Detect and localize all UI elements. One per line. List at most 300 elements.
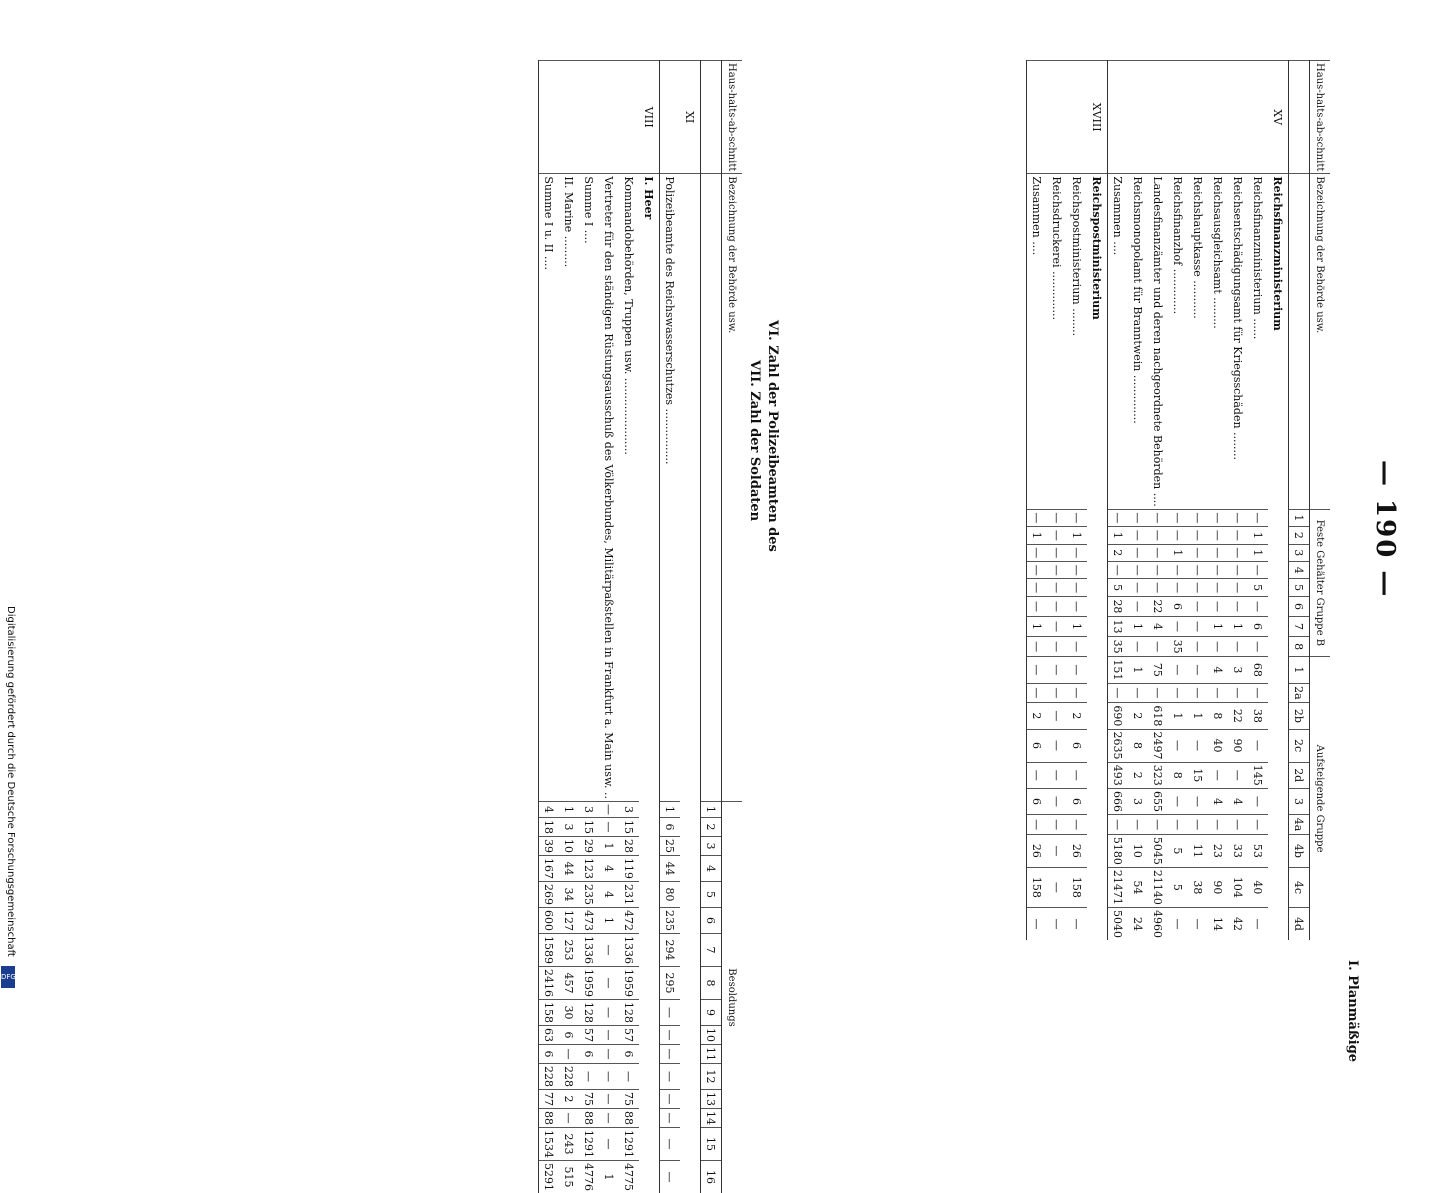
cell-value: — [599,1064,619,1090]
column-number: 1 [701,802,722,818]
cell-value: — [1047,867,1067,907]
row-label: Vertreter für den ständigen Rüstungsausschuß des Völkerbundes, Militärpaßstellen in Frankfurt a. Main usw. .. [599,174,619,802]
cell-value: — [1248,509,1268,526]
cell-value: — [1188,683,1208,703]
col-header-bezeichnung: Bezeichnung der Behörde usw. [1310,174,1331,509]
cell-value: 40 [1208,729,1228,762]
cell-value: — [599,1128,619,1161]
section-title [680,174,701,802]
column-number: 6 [701,908,722,934]
cell-value: — [1168,562,1188,579]
cell-value: 1 [1027,616,1048,636]
row-label: Zusammen .... [1027,174,1048,509]
row-label: Reichsausgleichsamt ......... [1208,174,1228,509]
row-abschnitt [1027,61,1048,174]
column-number: 5 [701,882,722,908]
cell-value: 4 [1228,788,1248,814]
cell-value: 1 [1128,657,1148,683]
column-number: 6 [1289,596,1310,616]
cell-value: — [1027,907,1048,940]
cell-value: — [1148,579,1168,596]
cell-value: — [1047,657,1067,683]
cell-value: 128 [619,1000,639,1026]
cell-value: — [1047,762,1067,788]
cell-value: 1 [1067,616,1087,636]
cell-value: — [1228,527,1248,544]
cell-value: 35 [1168,637,1188,657]
row-abschnitt [1148,61,1168,174]
heading-plan: I. Planmäßige [1345,960,1360,1062]
column-number: 2 [1289,527,1310,544]
cell-value: 253 [559,934,579,967]
cell-value: 690 [1108,703,1129,729]
row-abschnitt [1108,61,1129,174]
cell-value: — [1027,637,1048,657]
cell-value: 127 [559,908,579,934]
cell-value: — [1027,596,1048,616]
table-row [1168,61,1188,941]
cell-value: — [1067,596,1087,616]
cell-value: — [1228,544,1248,561]
cell-value: 119 [619,856,639,882]
row-abschnitt [660,61,681,174]
row-label: Kommandobehörden, Truppen usw. ...................... [619,174,639,802]
table-row [1067,61,1087,941]
section-title: Reichsfinanzministerium [1268,174,1289,509]
cell-value: 6 [579,1045,599,1064]
cell-value: 2 [1128,703,1148,729]
cell-value: — [1067,657,1087,683]
row-abschnitt [1047,61,1067,174]
cell-value: — [1208,596,1228,616]
cell-value: 457 [559,967,579,1000]
cell-value: — [1168,788,1188,814]
cell-value: 1336 [579,934,599,967]
cell-value: 4 [539,802,560,818]
cell-value: — [1047,562,1067,579]
cell-value: — [1168,579,1188,596]
cell-value: — [1108,562,1129,579]
row-abschnitt [1208,61,1228,174]
cell-value: — [660,1045,681,1064]
cell-value: — [1067,815,1087,835]
table-row [1027,61,1048,941]
cell-value: 29 [579,837,599,856]
cell-value: 5291 [539,1161,560,1193]
row-abschnitt [599,61,619,174]
cell-value: 2 [1108,544,1129,561]
cell-value: — [1208,509,1228,526]
cell-value: 1 [1067,527,1087,544]
cell-value: 6 [1027,729,1048,762]
cell-value: — [1208,562,1228,579]
cell-value: — [559,1045,579,1064]
cell-value: — [1208,579,1228,596]
cell-value: — [1128,637,1148,657]
cell-value: 5 [1168,867,1188,907]
cell-value: 90 [1208,867,1228,907]
cell-value: — [1047,509,1067,526]
column-number: 3 [1289,788,1310,814]
col-header-abschnitt: Haus-halts-ab-schnitt [1310,61,1331,174]
cell-value: 57 [619,1026,639,1045]
cell-value: — [1188,562,1208,579]
cell-value: 75 [1148,657,1168,683]
cell-value: 21140 [1148,867,1168,907]
cell-value: 24 [1128,907,1148,940]
heading-vii: VII. Zahl der Soldaten [747,360,762,521]
column-number: 8 [1289,637,1310,657]
column-number: 9 [701,1000,722,1026]
section-xviii [1027,61,1108,941]
table-row [559,61,579,1193]
cell-value: 44 [660,856,681,882]
cell-value: — [1047,616,1067,636]
row-label: Summe I .... [579,174,599,802]
cell-value: — [1148,683,1168,703]
cell-value: 655 [1148,788,1168,814]
cell-value: 6 [1067,729,1087,762]
cell-value: — [1228,596,1248,616]
cell-value: 40 [1248,867,1268,907]
cell-value: 77 [539,1090,560,1109]
cell-value: — [1128,815,1148,835]
cell-value: 6 [619,1045,639,1064]
cell-value: 473 [579,908,599,934]
cell-value: 1 [1248,527,1268,544]
column-number: 7 [701,934,722,967]
cell-value: — [1108,509,1129,526]
cell-value: — [1208,762,1228,788]
cell-value: — [1188,544,1208,561]
cell-value: 1 [1228,616,1248,636]
cell-value: — [1168,509,1188,526]
cell-value: 22 [1228,703,1248,729]
row-label: Reichsdruckerei .............. [1047,174,1067,509]
cell-value: 1291 [579,1128,599,1161]
cell-value: 1 [1168,544,1188,561]
cell-value: 75 [619,1090,639,1109]
cell-value: 158 [539,1000,560,1026]
cell-value: — [1248,815,1268,835]
table-row [1047,61,1067,941]
row-label: Reichshauptkasse ........... [1188,174,1208,509]
cell-value: — [1067,579,1087,596]
cell-value: — [1067,683,1087,703]
cell-value: 3 [1128,788,1148,814]
table-row [599,61,619,1193]
cell-value: 104 [1228,867,1248,907]
cell-value: — [1208,683,1228,703]
cell-value: 618 [1148,703,1168,729]
cell-value: — [599,934,619,967]
cell-value: — [1248,683,1268,703]
col-header-bezeichnung-2: Bezeichnung der Behörde usw. [722,174,743,802]
table-row [1228,61,1248,941]
cell-value: 600 [539,908,560,934]
cell-value: 39 [539,837,560,856]
cell-value: — [1047,834,1067,867]
column-number: 4b [1289,834,1310,867]
cell-value: — [1128,683,1148,703]
cell-value: — [1248,637,1268,657]
cell-value: 1 [1128,616,1148,636]
cell-value: 2635 [1108,729,1129,762]
row-abschnitt [579,61,599,174]
cell-value: — [1047,788,1067,814]
cell-value: 38 [1188,867,1208,907]
cell-value: 88 [619,1109,639,1128]
cell-value: 53 [1248,834,1268,867]
cell-value: 1 [1188,703,1208,729]
cell-value: 57 [579,1026,599,1045]
row-abschnitt [619,61,639,174]
cell-value: 6 [559,1026,579,1045]
cell-value: 167 [539,856,560,882]
cell-value: 38 [1248,703,1268,729]
cell-value: — [1047,527,1067,544]
cell-value: — [1248,596,1268,616]
column-number: 10 [701,1026,722,1045]
section-abschnitt: XVIII [1087,61,1108,174]
cell-value: — [1128,527,1148,544]
cell-value: — [1228,562,1248,579]
cell-value: 6 [539,1045,560,1064]
section-title: Reichspostministerium [1087,174,1108,509]
section-xv [1108,61,1289,941]
cell-value: 269 [539,882,560,908]
cell-value: — [1168,729,1188,762]
dfg-logo: DFG [1,966,15,988]
cell-value: — [1067,544,1087,561]
table-row [1208,61,1228,941]
row-abschnitt [559,61,579,174]
heading-aufsteigende: Aufsteigende [1315,745,1326,812]
cell-value: — [1188,657,1208,683]
cell-value: — [1208,527,1228,544]
cell-value: 63 [539,1026,560,1045]
cell-value: — [1027,815,1048,835]
cell-value: 80 [660,882,681,908]
column-number: 3 [701,837,722,856]
table-row [1188,61,1208,941]
row-label: Summe I u. II .... [539,174,560,802]
cell-value: 295 [660,967,681,1000]
section-xi [660,61,701,1193]
cell-value: — [1047,907,1067,940]
cell-value: 5 [1248,579,1268,596]
table-row [1248,61,1268,941]
column-number: 2d [1289,762,1310,788]
cell-value: — [1128,509,1148,526]
col-header-besoldung: Besoldungs [722,802,743,1193]
cell-value: — [1248,788,1268,814]
cell-value: 15 [619,818,639,837]
cell-value: 228 [559,1064,579,1090]
cell-value: 15 [1188,762,1208,788]
cell-value: 3 [619,802,639,818]
row-abschnitt [539,61,560,174]
cell-value: — [599,967,619,1000]
cell-value: — [1148,637,1168,657]
row-label: Reichsmonopolamt für Branntwein .............. [1128,174,1148,509]
cell-value: 22 [1148,596,1168,616]
row-label: Reichsfinanzministerium ...... [1248,174,1268,509]
cell-value: 493 [1108,762,1129,788]
cell-value: — [1188,637,1208,657]
cell-value: 4960 [1148,907,1168,940]
cell-value: 26 [1067,834,1087,867]
cell-value: 90 [1228,729,1248,762]
cell-value: — [1148,509,1168,526]
cell-value: 123 [579,856,599,882]
cell-value: 13 [1108,616,1129,636]
cell-value: 243 [559,1128,579,1161]
row-label: II. Marine ......... [559,174,579,802]
cell-value: — [1027,509,1048,526]
cell-value: — [1027,762,1048,788]
cell-value: — [1027,657,1048,683]
cell-value: 2497 [1148,729,1168,762]
cell-value: 6 [1067,788,1087,814]
cell-value: 35 [1108,637,1129,657]
rotated-page-content [230,60,1340,940]
cell-value: — [1188,596,1208,616]
column-number: 3 [1289,544,1310,561]
cell-value: 1 [660,802,681,818]
cell-value: 4776 [579,1161,599,1193]
table-row [1148,61,1168,941]
cell-value: 2 [1128,762,1148,788]
row-abschnitt [1128,61,1148,174]
cell-value: 5040 [1108,907,1129,940]
cell-value: 1291 [619,1128,639,1161]
cell-value: 26 [1027,834,1048,867]
row-abschnitt [1228,61,1248,174]
cell-value: 6 [660,818,681,837]
cell-value: — [660,1000,681,1026]
row-abschnitt [1248,61,1268,174]
cell-value: — [1047,579,1067,596]
cell-value: — [1228,579,1248,596]
section-header-row [1268,61,1289,941]
cell-value: — [1208,637,1228,657]
cell-value: — [1148,562,1168,579]
cell-value: — [1168,657,1188,683]
cell-value: 4775 [619,1161,639,1193]
cell-value: — [559,1109,579,1128]
cell-value: — [1188,815,1208,835]
cell-value: — [1188,729,1208,762]
cell-value: — [1067,762,1087,788]
cell-value: 14 [1208,907,1228,940]
cell-value: — [1047,815,1067,835]
cell-value: 294 [660,934,681,967]
cell-value: 128 [579,1000,599,1026]
cell-value: 1 [599,837,619,856]
row-label: Reichspostministerium ........ [1067,174,1087,509]
cell-value: 4 [599,882,619,908]
cell-value: — [1047,703,1067,729]
cell-value: 6 [1168,596,1188,616]
column-number: 4d [1289,907,1310,940]
row-abschnitt [1168,61,1188,174]
cell-value: 235 [579,882,599,908]
column-number: 2 [701,818,722,837]
column-number: 1 [1289,657,1310,683]
cell-value: 5 [1168,834,1188,867]
cell-value: 18 [539,818,560,837]
column-number: 2c [1289,729,1310,762]
section-header-row [639,61,660,1193]
cell-value: — [660,1064,681,1090]
cell-value: 10 [1128,834,1148,867]
cell-value: — [1027,579,1048,596]
cell-value: — [1067,509,1087,526]
cell-value: — [1148,544,1168,561]
cell-value: — [1188,579,1208,596]
cell-value: 2 [1027,703,1048,729]
cell-value: — [1248,729,1268,762]
cell-value: 151 [1108,657,1129,683]
cell-value: 68 [1248,657,1268,683]
cell-value: — [1047,683,1067,703]
row-label: Reichsfinanzhof ............. [1168,174,1188,509]
col-header-abschnitt-2: Haus-halts-ab-schnitt [722,61,743,174]
cell-value: — [579,1064,599,1090]
cell-value: — [1027,683,1048,703]
cell-value: 15 [579,818,599,837]
column-number: 12 [701,1064,722,1090]
bottom-table [538,60,742,1193]
cell-value: — [1168,616,1188,636]
cell-value: 4 [599,856,619,882]
cell-value: 4 [1148,616,1168,636]
cell-value: — [599,802,619,818]
table-row [1128,61,1148,941]
cell-value: 34 [559,882,579,908]
cell-value: — [1067,562,1087,579]
cell-value: — [1188,788,1208,814]
cell-value: — [1168,907,1188,940]
row-abschnitt [1188,61,1208,174]
cell-value: — [599,1026,619,1045]
cell-value: 1 [599,1161,619,1193]
section-abschnitt: XV [1268,61,1289,174]
cell-value: — [660,1161,681,1193]
page-number: — 190 — [1370,460,1400,598]
cell-value: 88 [539,1109,560,1128]
table-row [1108,61,1129,941]
bottom-column-numbers [701,61,722,1193]
column-number: 5 [1289,579,1310,596]
section-abschnitt: XI [680,61,701,174]
credit-text: Digitalisierung gefördert durch die Deutsche Forschungsgemeinschaft [5,606,16,957]
column-number: 7 [1289,616,1310,636]
heading-vi: VI. Zahl der Polizeibeamten des [765,320,780,552]
cell-value: — [599,1090,619,1109]
cell-value: 8 [1128,729,1148,762]
cell-value: 54 [1128,867,1148,907]
cell-value: 8 [1168,762,1188,788]
cell-value: — [1128,544,1148,561]
cell-value: 28 [619,837,639,856]
cell-value: 5 [1108,579,1129,596]
cell-value: 5045 [1148,834,1168,867]
cell-value: 1589 [539,934,560,967]
cell-value: 1 [1027,527,1048,544]
cell-value: 472 [619,908,639,934]
